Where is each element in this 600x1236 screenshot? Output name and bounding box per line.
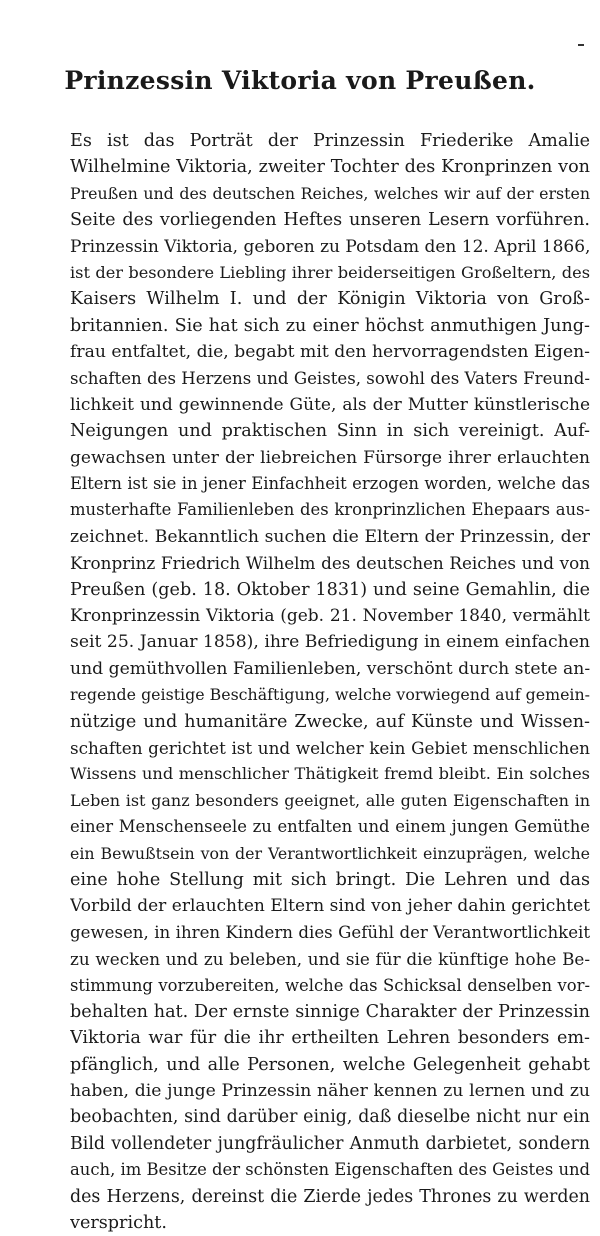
text-line: nützige und humanitäre Zwecke, auf Künste und Wissen-: [70, 711, 590, 732]
text-line: Kronprinzessin Viktoria (geb. 21. November 1840, vermählt: [70, 606, 590, 627]
text-line: Es ist das Porträt der Prinzessin Friederike Amalie: [70, 131, 590, 151]
text-line: stimmung vorzubereiten, welche das Schicksal denselben vor-: [70, 975, 590, 995]
text-line: Seite des vorliegenden Heftes unseren Lesern vorführen.: [70, 210, 590, 231]
text-line: pfänglich, und alle Personen, welche Gelegenheit gehabt: [70, 1054, 590, 1075]
text-line: zeichnet. Bekanntlich suchen die Eltern der Prinzessin, der: [70, 526, 590, 547]
text-line: Prinzessin Viktoria, geboren zu Potsdam den 12. April 1866,: [70, 236, 590, 257]
text-line: musterhafte Familienleben des kronprinzlichen Ehepaars aus-: [70, 500, 590, 520]
text-line: zu wecken und zu beleben, und sie für die künftige hohe Be-: [70, 949, 590, 970]
corner-mark: [578, 44, 584, 46]
text-line: Wilhelmine Viktoria, zweiter Tochter des Kronprinzen von: [70, 157, 590, 178]
text-line: des Herzens, dereinst die Zierde jedes Thrones zu werden: [70, 1186, 590, 1207]
text-line: britannien. Sie hat sich zu einer höchst anmuthigen Jung-: [70, 315, 590, 336]
text-line: seit 25. Januar 1858), ihre Befriedigung in einem einfachen: [70, 632, 590, 653]
text-line: ist der besondere Liebling ihrer beiderseitigen Großeltern, des: [70, 262, 590, 282]
text-line: Viktoria war für die ihr ertheilten Lehren besonders em-: [70, 1028, 590, 1049]
text-line: Leben ist ganz besonders geeignet, alle guten Eigenschaften in: [70, 790, 590, 810]
text-line: frau entfaltet, die, begabt mit den hervorragendsten Eigen-: [70, 342, 590, 363]
text-line: Vorbild der erlauchten Eltern sind von jeher dahin gerichtet: [70, 896, 590, 917]
text-line: und gemüthvollen Familienleben, verschönt durch stete an-: [70, 658, 590, 679]
text-line: auch, im Besitze der schönsten Eigenschaften des Geistes und: [70, 1160, 590, 1180]
text-line: Kronprinz Friedrich Wilhelm des deutschen Reiches und von: [70, 553, 590, 574]
text-line: einer Menschenseele zu entfalten und einem jungen Gemüthe: [70, 817, 590, 837]
text-line: gewesen, in ihren Kindern dies Gefühl der Verantwortlichkeit: [70, 922, 590, 942]
article-body: [70, 128, 590, 1236]
text-line: behalten hat. Der ernste sinnige Charakter der Prinzessin: [70, 1001, 590, 1022]
article-title: Prinzessin Viktoria von Preußen.: [64, 66, 536, 95]
text-line: Eltern ist sie in jener Einfachheit erzogen worden, welche das: [70, 474, 590, 494]
text-line: schaften gerichtet ist und welcher kein Gebiet menschlichen: [70, 737, 590, 758]
text-line: gewachsen unter der liebreichen Fürsorge ihrer erlauchten: [70, 447, 590, 468]
text-line: lichkeit und gewinnende Güte, als der Mutter künstlerische: [70, 394, 590, 415]
text-line: Bild vollendeter jungfräulicher Anmuth darbietet, sondern: [70, 1133, 590, 1154]
text-line: haben, die junge Prinzessin näher kennen zu lernen und zu: [70, 1081, 590, 1102]
text-line: eine hohe Stellung mit sich bringt. Die Lehren und das: [70, 869, 590, 890]
text-line: Neigungen und praktischen Sinn in sich vereinigt. Auf-: [70, 421, 590, 442]
text-line: schaften des Herzens und Geistes, sowohl des Vaters Freund-: [70, 368, 590, 388]
text-line: Kaisers Wilhelm I. und der Königin Viktoria von Groß-: [70, 289, 590, 310]
text-line: ein Bewußtsein von der Verantwortlichkeit einzuprägen, welche: [70, 843, 590, 863]
text-line: Preußen und des deutschen Reiches, welches wir auf der ersten: [70, 183, 590, 203]
text-line: verspricht.: [70, 1213, 167, 1234]
text-line: regende geistige Beschäftigung, welche vorwiegend auf gemein-: [70, 685, 590, 705]
text-line: beobachten, sind darüber einig, daß dieselbe nicht nur ein: [70, 1107, 590, 1128]
text-line: Preußen (geb. 18. Oktober 1831) und seine Gemahlin, die: [70, 579, 590, 600]
text-line: Wissens und menschlicher Thätigkeit fremd bleibt. Ein solches: [70, 764, 590, 784]
